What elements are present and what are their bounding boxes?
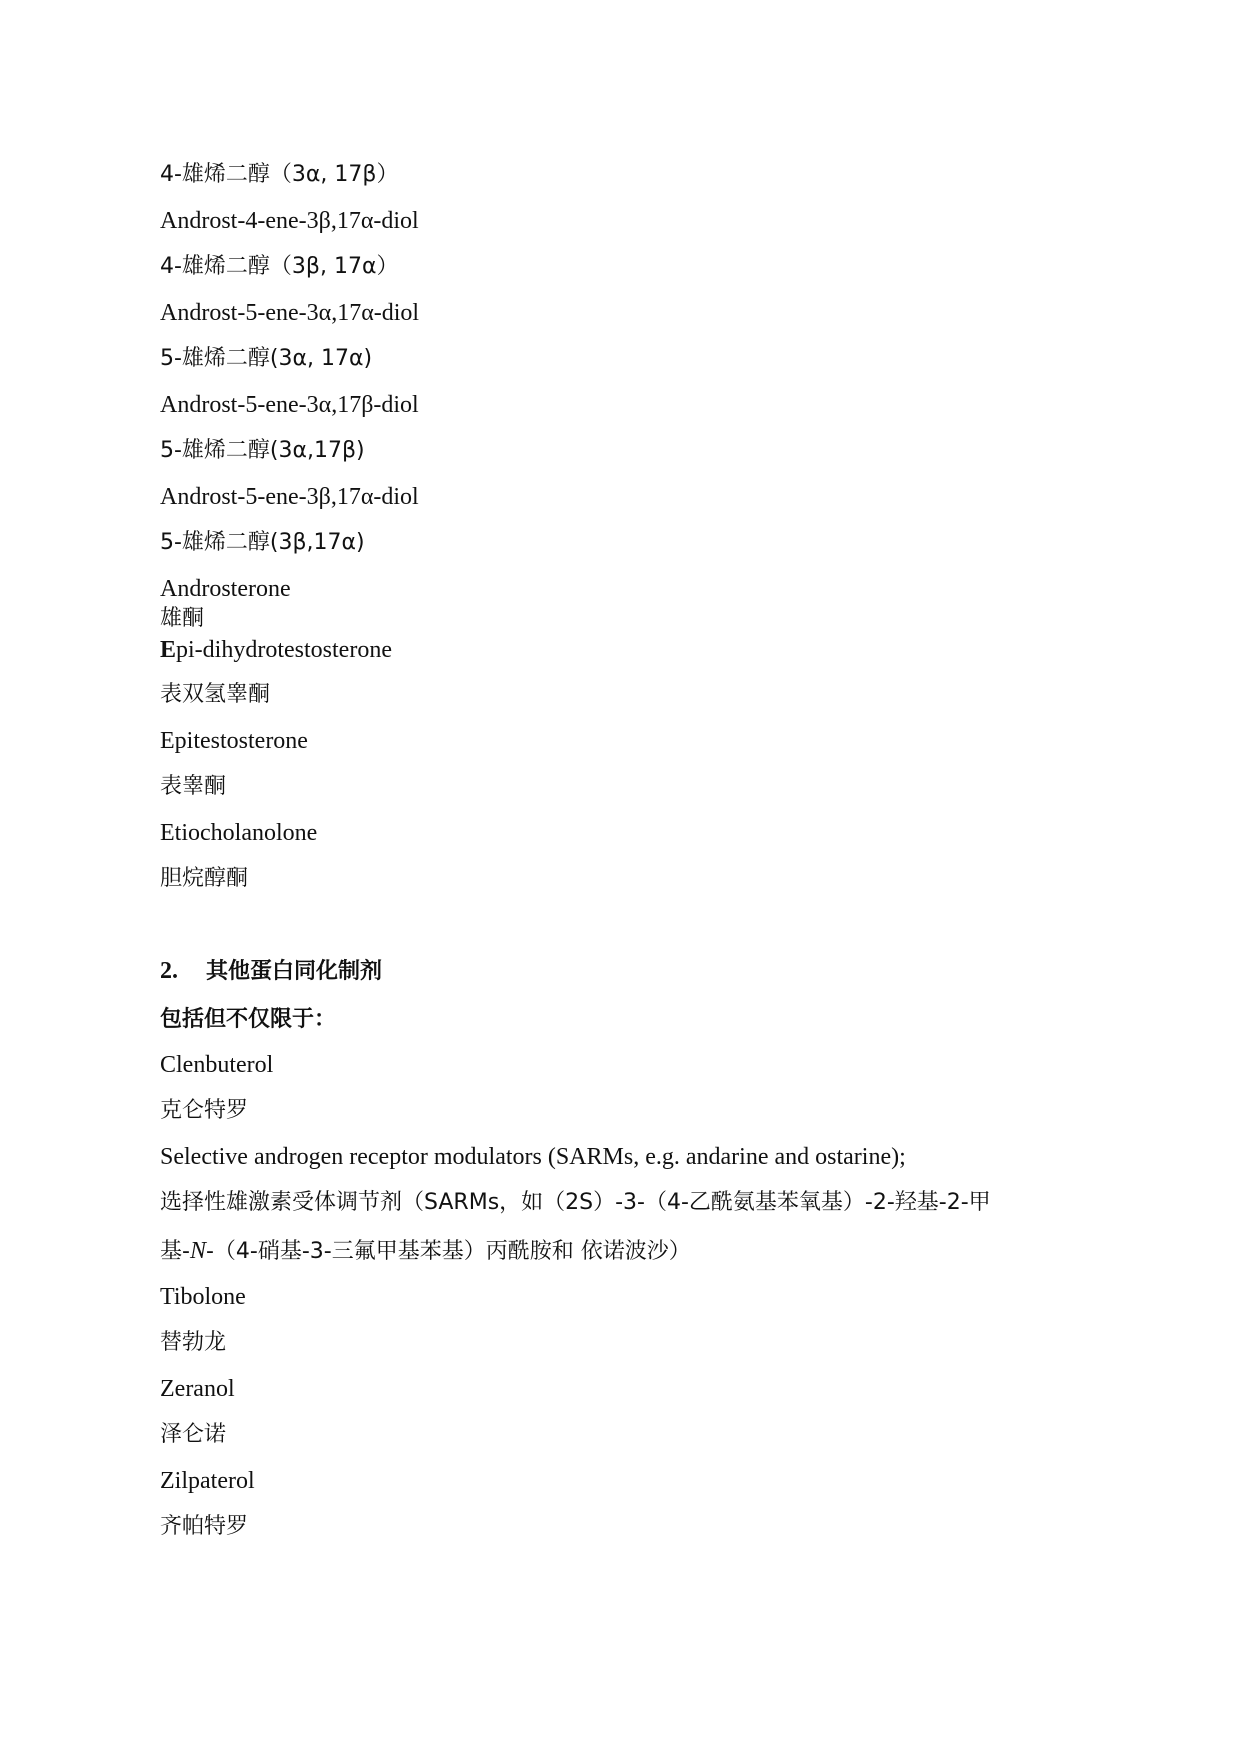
text-line: Zilpaterol: [160, 1468, 255, 1494]
text-line: 表双氢睾酮: [160, 682, 271, 707]
text-line: 齐帕特罗: [160, 1514, 249, 1539]
text-line: Epitestosterone: [160, 728, 308, 754]
text-line: 克仑特罗: [160, 1098, 249, 1123]
text-line: 胆烷醇酮: [160, 866, 249, 891]
text-line: 4-雄烯二醇（3β, 17α）: [160, 254, 399, 279]
text-line-sarms-continued: [160, 1236, 691, 1267]
text-line: Androst-5-ene-3α,17β-diol: [160, 392, 419, 418]
text-suffix: -（4-硝基-3-三氟甲基苯基）丙酰胺和 依诺波沙）: [205, 1239, 691, 1264]
text-line-epi-dihydrotestosterone: [160, 635, 392, 665]
text-line: Zeranol: [160, 1376, 235, 1402]
text-line: 4-雄烯二醇（3α, 17β）: [160, 162, 399, 187]
text-line: 表睾酮: [160, 774, 227, 799]
bold-initial: E: [160, 637, 177, 663]
text-line: 雄酮: [160, 606, 205, 631]
text-line: 5-雄烯二醇(3α,17β): [160, 438, 365, 463]
text-rest: pi-dihydrotestosterone: [176, 637, 392, 663]
text-line: 选择性雄激素受体调节剂（SARMs，如（2S）-3-（4-乙酰氨基苯氧基）-2-羟基-2-甲: [160, 1190, 991, 1215]
text-line: Selective androgen receptor modulators (SARMs, e.g. andarine and ostarine);: [160, 1144, 906, 1170]
text-line: Androst-5-ene-3β,17α-diol: [160, 484, 419, 510]
section-intro: 包括但不仅限于：: [160, 1007, 337, 1032]
section-heading: [160, 956, 382, 987]
text-prefix: 基-: [160, 1239, 190, 1264]
text-line: Androst-4-ene-3β,17α-diol: [160, 208, 419, 234]
text-line: Clenbuterol: [160, 1052, 274, 1078]
section-number: 2.: [160, 958, 178, 984]
text-line: 5-雄烯二醇(3α, 17α): [160, 346, 373, 371]
italic-n: N: [189, 1238, 206, 1264]
text-line: Tibolone: [160, 1284, 246, 1310]
text-line: Etiocholanolone: [160, 820, 318, 846]
text-line: 泽仑诺: [160, 1422, 227, 1447]
text-line: Androst-5-ene-3α,17α-diol: [160, 300, 420, 326]
text-line: 5-雄烯二醇(3β,17α): [160, 530, 365, 555]
text-line: Androsterone: [160, 576, 291, 602]
section-title: 其他蛋白同化制剂: [206, 959, 383, 984]
text-line: 替勃龙: [160, 1330, 227, 1355]
